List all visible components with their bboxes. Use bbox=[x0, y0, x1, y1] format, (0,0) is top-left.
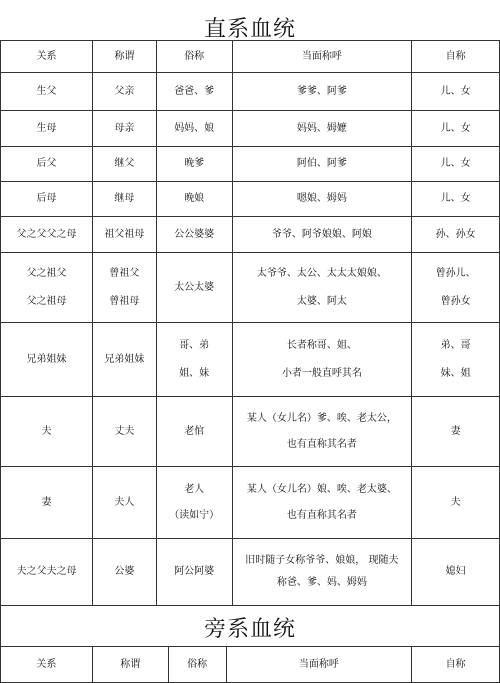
table-row bbox=[1, 323, 500, 397]
section-title-collateral: 旁系血统 bbox=[203, 617, 296, 642]
header-self: 自称 bbox=[412, 41, 500, 73]
term-line: 曾祖母 bbox=[109, 295, 140, 307]
header-relation: 关系 bbox=[1, 647, 93, 683]
cell-common bbox=[156, 467, 232, 539]
cell-self: 妻 bbox=[412, 397, 500, 467]
common-line: 老人 bbox=[184, 483, 205, 495]
cell-address: 爷爷、阿爷娘娘、阿娘 bbox=[232, 217, 412, 253]
table-header-row bbox=[1, 647, 500, 683]
cell-relation: 兄弟姐妹 bbox=[1, 323, 93, 397]
table-row bbox=[1, 147, 500, 182]
cell-self: 儿、女 bbox=[412, 182, 500, 217]
table-row bbox=[1, 467, 500, 539]
cell-relation: 夫 bbox=[1, 397, 93, 467]
table-row bbox=[1, 182, 500, 217]
cell-common bbox=[156, 323, 232, 397]
address-line: 称爸、爹、妈、姆妈 bbox=[276, 577, 367, 588]
cell-common: 公公婆婆 bbox=[156, 217, 232, 253]
table-row bbox=[1, 253, 500, 323]
cell-address bbox=[232, 397, 412, 467]
cell-relation: 后父 bbox=[1, 147, 93, 182]
cell-address bbox=[232, 253, 412, 323]
cell-address bbox=[232, 539, 412, 606]
self-line: 曾孙女 bbox=[440, 295, 471, 307]
cell-address bbox=[232, 467, 412, 539]
address-line: 太婆、阿太 bbox=[296, 295, 347, 307]
cell-self: 儿、女 bbox=[412, 111, 500, 147]
cell-relation: 妻 bbox=[1, 467, 93, 539]
address-line: 某人（女儿名）娘、唉、老太婆、 bbox=[246, 483, 397, 495]
cell-common: 阿公阿婆 bbox=[156, 539, 232, 606]
cell-common: 妈妈、娘 bbox=[156, 111, 232, 147]
address-line: 也有直称其名者 bbox=[286, 509, 357, 521]
cell-term: 继母 bbox=[92, 182, 156, 217]
cell-term: 父亲 bbox=[92, 73, 156, 111]
cell-relation bbox=[1, 253, 93, 323]
cell-common: 老倌 bbox=[156, 397, 232, 467]
cell-self: 儿、女 bbox=[412, 73, 500, 111]
relation-line: 父之祖母 bbox=[26, 295, 67, 307]
cell-term: 兄弟姐妹 bbox=[92, 323, 156, 397]
cell-relation: 夫之父夫之母 bbox=[1, 539, 93, 606]
cell-term bbox=[92, 253, 156, 323]
cell-term: 夫人 bbox=[92, 467, 156, 539]
cell-self bbox=[412, 253, 500, 323]
cell-address bbox=[232, 323, 412, 397]
cell-relation: 生母 bbox=[1, 111, 93, 147]
address-line: 旧时随子女称爷爷、娘娘， 现随夫 bbox=[245, 555, 399, 566]
cell-self: 媳妇 bbox=[412, 539, 500, 606]
relation-line: 父之祖父 bbox=[26, 267, 67, 279]
cell-relation: 父之父父之母 bbox=[1, 217, 93, 253]
table-row bbox=[1, 397, 500, 467]
cell-common: 晚娘 bbox=[156, 182, 232, 217]
header-term: 称谓 bbox=[92, 647, 168, 683]
cell-common: 太公太婆 bbox=[156, 253, 232, 323]
cell-address: 嗯娘、姆妈 bbox=[232, 182, 412, 217]
cell-term: 丈夫 bbox=[92, 397, 156, 467]
cell-term: 祖父祖母 bbox=[92, 217, 156, 253]
cell-self: 儿、女 bbox=[412, 147, 500, 182]
header-address: 当面称呼 bbox=[232, 41, 412, 73]
self-line: 弟、哥 bbox=[440, 339, 471, 351]
cell-address: 妈妈、姆嬷 bbox=[232, 111, 412, 147]
header-self: 自称 bbox=[412, 647, 500, 683]
cell-relation: 生父 bbox=[1, 73, 93, 111]
address-line: 小者一般直呼其名 bbox=[281, 367, 362, 379]
address-line: 长者称哥、姐、 bbox=[286, 339, 357, 351]
cell-common: 晚爹 bbox=[156, 147, 232, 182]
cell-term: 母亲 bbox=[92, 111, 156, 147]
address-line: 某人（女儿名）爹、唉、老太公， bbox=[246, 412, 397, 424]
header-common: 俗称 bbox=[168, 647, 226, 683]
header-relation: 关系 bbox=[1, 41, 93, 73]
table-row bbox=[1, 539, 500, 606]
common-line: 哥、弟 bbox=[179, 339, 210, 351]
cell-address: 爹爹、阿爹 bbox=[232, 73, 412, 111]
table-row bbox=[1, 111, 500, 147]
table-row bbox=[1, 73, 500, 111]
self-line: 曾孙儿、 bbox=[435, 267, 476, 279]
collateral-kinship-table bbox=[0, 646, 500, 683]
cell-self: 夫 bbox=[412, 467, 500, 539]
address-line: 太爷爷、太公、太太太娘娘、 bbox=[256, 267, 387, 279]
table-row bbox=[1, 217, 500, 253]
term-line: 曾祖父 bbox=[109, 267, 140, 279]
header-common: 俗称 bbox=[156, 41, 232, 73]
direct-kinship-table bbox=[0, 40, 500, 606]
cell-common: 爸爸、爹 bbox=[156, 73, 232, 111]
self-line: 妹、姐 bbox=[440, 367, 471, 379]
common-line: 姐、妹 bbox=[179, 367, 210, 379]
cell-term: 继父 bbox=[92, 147, 156, 182]
cell-self: 孙、孙女 bbox=[412, 217, 500, 253]
address-line: 也有直称其名者 bbox=[286, 438, 357, 450]
cell-term: 公婆 bbox=[92, 539, 156, 606]
section-title-direct: 直系血统 bbox=[203, 17, 296, 42]
header-address: 当面称呼 bbox=[226, 647, 412, 683]
header-term: 称谓 bbox=[92, 41, 156, 73]
cell-relation: 后母 bbox=[1, 182, 93, 217]
common-line: （读如宁） bbox=[169, 509, 220, 521]
cell-address: 阿伯、阿爹 bbox=[232, 147, 412, 182]
table-header-row bbox=[1, 41, 500, 73]
cell-self bbox=[412, 323, 500, 397]
